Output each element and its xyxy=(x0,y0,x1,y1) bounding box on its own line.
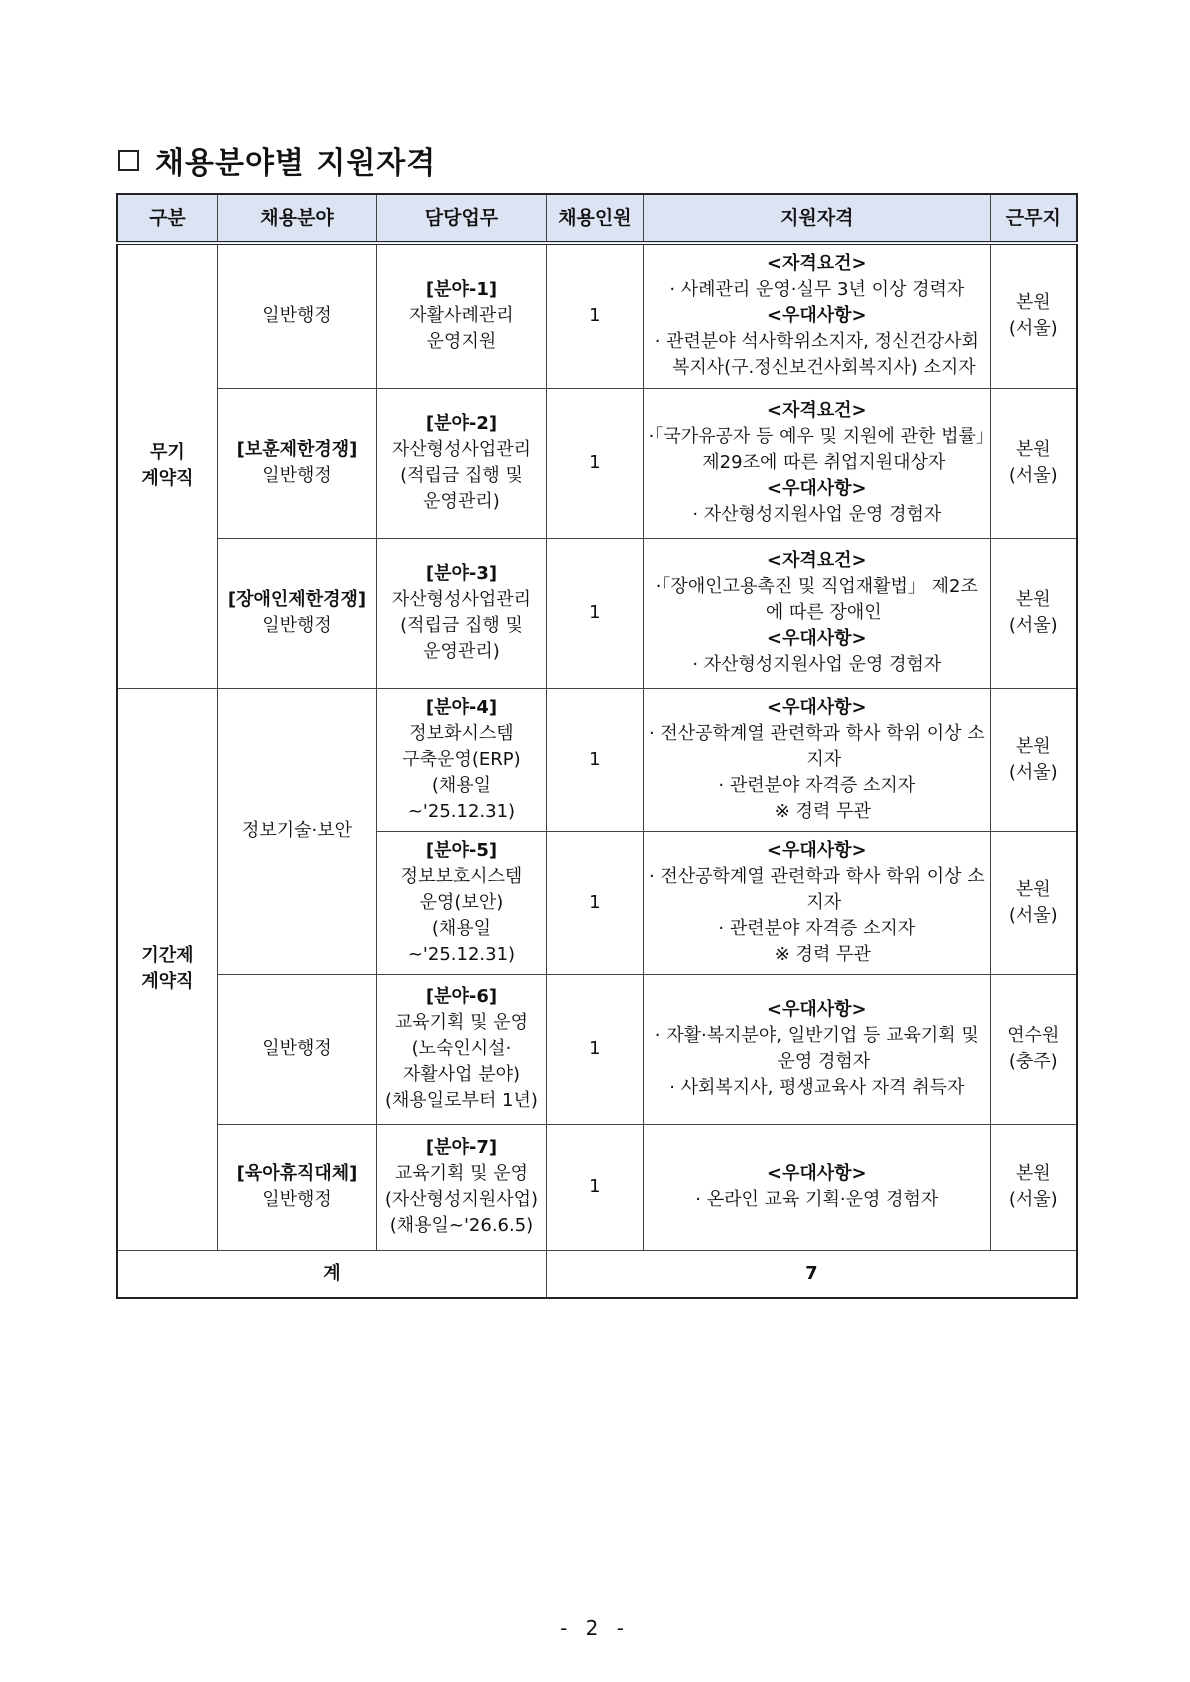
field-cell: 일반행정 xyxy=(217,974,376,1124)
count-cell: 1 xyxy=(546,538,643,688)
field-cell: 일반행정 xyxy=(217,243,376,388)
qualification-cell: <자격요건> · 사례관리 운영·실무 3년 이상 경력자 <우대사항> · 관련분야 석사학위소지자, 정신건강사회복지사(구.정신보건사회복지사) 소지자 xyxy=(644,243,991,388)
count-cell: 1 xyxy=(546,388,643,538)
recruitment-table xyxy=(116,193,1078,1299)
location-cell: 본원 (서울) xyxy=(990,831,1077,974)
table-row xyxy=(117,243,1077,388)
qualification-cell: <우대사항> · 온라인 교육 기획·운영 경험자 xyxy=(644,1124,991,1250)
header-field: 채용분야 xyxy=(217,194,376,243)
qualification-cell: <우대사항> · 전산공학계열 관련학과 학사 학위 이상 소지자 · 관련분야 자격증 소지자 ※ 경력 무관 xyxy=(644,688,991,831)
location-cell: 본원 (서울) xyxy=(990,688,1077,831)
table-row xyxy=(117,538,1077,688)
location-cell: 연수원 (충주) xyxy=(990,974,1077,1124)
qualification-cell: <자격요건> ·「국가유공자 등 예우 및 지원에 관한 법률」제29조에 따른 취업지원대상자 <우대사항> · 자산형성지원사업 운영 경험자 xyxy=(644,388,991,538)
header-location: 근무지 xyxy=(990,194,1077,243)
table-header-row xyxy=(117,194,1077,243)
total-row xyxy=(117,1250,1077,1298)
location-cell: 본원 (서울) xyxy=(990,538,1077,688)
section-title xyxy=(118,138,436,182)
field-cell: [보훈제한경쟁] 일반행정 xyxy=(217,388,376,538)
duty-cell: [분야-7] 교육기획 및 운영 (자산형성지원사업) (채용일~'26.6.5) xyxy=(377,1124,547,1250)
total-value: 7 xyxy=(546,1250,1077,1298)
count-cell: 1 xyxy=(546,1124,643,1250)
table-row xyxy=(117,388,1077,538)
header-duty: 담당업무 xyxy=(377,194,547,243)
duty-cell: [분야-6] 교육기획 및 운영 (노숙인시설· 자활사업 분야) (채용일로부터 1년) xyxy=(377,974,547,1124)
qualification-cell: <자격요건> ·「장애인고용촉진 및 직업재활법」 제2조에 따른 장애인 <우대사항> · 자산형성지원사업 운영 경험자 xyxy=(644,538,991,688)
qualification-cell: <우대사항> · 전산공학계열 관련학과 학사 학위 이상 소지자 · 관련분야 자격증 소지자 ※ 경력 무관 xyxy=(644,831,991,974)
table-row xyxy=(117,1124,1077,1250)
page-number: - 2 - xyxy=(560,1616,630,1640)
checkbox-square-icon xyxy=(118,150,139,171)
duty-cell: [분야-1] 자활사례관리 운영지원 xyxy=(377,243,547,388)
duty-cell: [분야-4] 정보화시스템 구축운영(ERP) (채용일~'25.12.31) xyxy=(377,688,547,831)
duty-cell: [분야-5] 정보보호시스템 운영(보안) (채용일~'25.12.31) xyxy=(377,831,547,974)
duty-cell: [분야-3] 자산형성사업관리 (적립금 집행 및 운영관리) xyxy=(377,538,547,688)
header-category: 구분 xyxy=(117,194,217,243)
duty-cell: [분야-2] 자산형성사업관리 (적립금 집행 및 운영관리) xyxy=(377,388,547,538)
field-cell: 정보기술·보안 xyxy=(217,688,376,974)
count-cell: 1 xyxy=(546,688,643,831)
table-row xyxy=(117,688,1077,831)
header-count: 채용인원 xyxy=(546,194,643,243)
field-cell: [육아휴직대체] 일반행정 xyxy=(217,1124,376,1250)
header-qualification: 지원자격 xyxy=(644,194,991,243)
count-cell: 1 xyxy=(546,974,643,1124)
table-row xyxy=(117,974,1077,1124)
location-cell: 본원 (서울) xyxy=(990,1124,1077,1250)
field-cell: [장애인제한경쟁] 일반행정 xyxy=(217,538,376,688)
category-permanent: 무기 계약직 xyxy=(117,243,217,688)
category-fixed-term: 기간제 계약직 xyxy=(117,688,217,1250)
qualification-cell: <우대사항> · 자활·복지분야, 일반기업 등 교육기획 및 운영 경험자 · 사회복지사, 평생교육사 자격 취득자 xyxy=(644,974,991,1124)
location-cell: 본원 (서울) xyxy=(990,243,1077,388)
location-cell: 본원 (서울) xyxy=(990,388,1077,538)
count-cell: 1 xyxy=(546,831,643,974)
section-title-text: 채용분야별 지원자격 xyxy=(155,146,437,181)
count-cell: 1 xyxy=(546,243,643,388)
total-label: 계 xyxy=(117,1250,546,1298)
